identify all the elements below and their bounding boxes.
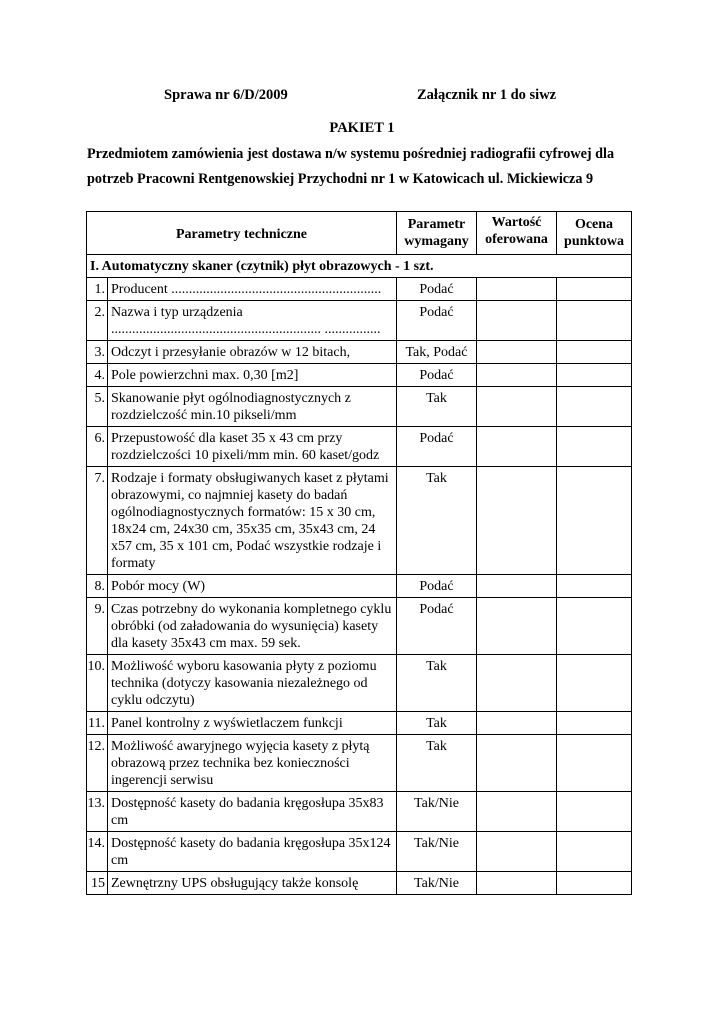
table-row xyxy=(87,575,632,598)
row-offered-cell xyxy=(477,655,557,712)
row-rating-cell xyxy=(557,301,632,341)
row-offered-cell xyxy=(477,301,557,341)
table-row xyxy=(87,427,632,467)
row-rating-cell xyxy=(557,792,632,832)
row-number: 6. xyxy=(87,427,108,467)
header-rating-line2: punktowa xyxy=(564,234,624,249)
row-rating-cell xyxy=(557,467,632,575)
header-offered-value xyxy=(477,212,557,255)
row-required: Tak/Nie xyxy=(397,832,477,872)
header-required-line1: Parametr xyxy=(407,217,466,232)
table-row xyxy=(87,387,632,427)
row-description: Możliwość awaryjnego wyjęcia kasety z płytą obrazową przez technika bez konieczności ingerencji serwisu xyxy=(108,735,397,792)
row-number: 7. xyxy=(87,467,108,575)
row-rating-cell xyxy=(557,712,632,735)
row-description: Dostępność kasety do badania kręgosłupa 35x124 cm xyxy=(108,832,397,872)
row-number: 12. xyxy=(87,735,108,792)
row-required: Tak xyxy=(397,655,477,712)
row-rating-cell xyxy=(557,364,632,387)
row-offered-cell xyxy=(477,387,557,427)
header-rating-line1: Ocena xyxy=(574,217,614,232)
header-point-rating xyxy=(557,212,632,255)
parameters-table xyxy=(86,211,632,895)
case-number: Sprawa nr 6/D/2009 xyxy=(164,87,288,103)
row-offered-cell xyxy=(477,341,557,364)
row-number: 13. xyxy=(87,792,108,832)
row-rating-cell xyxy=(557,832,632,872)
row-number: 5. xyxy=(87,387,108,427)
row-offered-cell xyxy=(477,278,557,301)
row-offered-cell xyxy=(477,427,557,467)
row-rating-cell xyxy=(557,655,632,712)
row-rating-cell xyxy=(557,427,632,467)
row-description: Czas potrzebny do wykonania kompletnego cyklu obróbki (od załadowania do wysunięcia) kasety dla kasety 35x43 cm max. 59 sek. xyxy=(108,598,397,655)
row-rating-cell xyxy=(557,872,632,895)
row-description: Zewnętrzny UPS obsługujący także konsolę xyxy=(108,872,397,895)
row-rating-cell xyxy=(557,278,632,301)
row-required: Podać xyxy=(397,364,477,387)
row-number: 14. xyxy=(87,832,108,872)
row-required: Tak xyxy=(397,467,477,575)
row-rating-cell xyxy=(557,735,632,792)
row-number: 9. xyxy=(87,598,108,655)
row-description: Dostępność kasety do badania kręgosłupa 35x83 cm xyxy=(108,792,397,832)
table-row xyxy=(87,278,632,301)
row-required: Podać xyxy=(397,427,477,467)
row-offered-cell xyxy=(477,872,557,895)
attachment-label: Załącznik nr 1 do siwz xyxy=(417,87,557,103)
row-number: 3. xyxy=(87,341,108,364)
table-row xyxy=(87,832,632,872)
row-offered-cell xyxy=(477,467,557,575)
row-number: 11. xyxy=(87,712,108,735)
row-number: 8. xyxy=(87,575,108,598)
row-required: Tak/Nie xyxy=(397,792,477,832)
row-required: Tak xyxy=(397,712,477,735)
section-title: I. Automatyczny skaner (czytnik) płyt obrazowych - 1 szt. xyxy=(87,255,632,278)
row-offered-cell xyxy=(477,598,557,655)
row-number: 4. xyxy=(87,364,108,387)
row-description: Producent ............................................................ xyxy=(108,278,397,301)
header-technical-parameters: Parametry techniczne xyxy=(87,212,397,255)
table-row xyxy=(87,712,632,735)
row-required: Podać xyxy=(397,278,477,301)
row-offered-cell xyxy=(477,712,557,735)
subject-line-1: Przedmiotem zamówienia jest dostawa n/w systemu pośredniej radiografii cyfrowej dla xyxy=(87,146,615,162)
header-offered-line2: oferowana xyxy=(485,232,548,247)
row-description: Skanowanie płyt ogólnodiagnostycznych z rozdzielczość min.10 pikseli/mm xyxy=(108,387,397,427)
row-offered-cell xyxy=(477,792,557,832)
row-required: Podać xyxy=(397,598,477,655)
table-row xyxy=(87,872,632,895)
table-row xyxy=(87,598,632,655)
row-number: 15 xyxy=(87,872,108,895)
row-required: Tak xyxy=(397,735,477,792)
row-description: Pobór mocy (W) xyxy=(108,575,397,598)
section-row xyxy=(87,255,632,278)
table-row xyxy=(87,792,632,832)
table-header-row xyxy=(87,212,632,255)
header-required-line2: wymagany xyxy=(404,234,469,249)
row-rating-cell xyxy=(557,598,632,655)
row-rating-cell xyxy=(557,575,632,598)
row-description: Rodzaje i formaty obsługiwanych kaset z płytami obrazowymi, co najmniej kasety do badań ogólnodiagnostycznych formatów: 15 x 30 cm, 18x24 cm, 24x30 cm, 35x35 cm, 35x43 cm, 24 x57 cm, 35 x 101 cm, Podać wszystkie rodzaje i formaty xyxy=(108,467,397,575)
row-required: Tak/Nie xyxy=(397,872,477,895)
row-number: 10. xyxy=(87,655,108,712)
row-rating-cell xyxy=(557,341,632,364)
subject-line-2: potrzeb Pracowni Rentgenowskiej Przychodni nr 1 w Katowicach ul. Mickiewicza 9 xyxy=(87,171,594,187)
row-description: Nazwa i typ urządzenia ............................................................ ................ xyxy=(108,301,397,341)
row-number: 1. xyxy=(87,278,108,301)
row-number: 2. xyxy=(87,301,108,341)
row-required: Podać xyxy=(397,301,477,341)
table-row xyxy=(87,655,632,712)
package-title: PAKIET 1 xyxy=(329,120,395,136)
row-required: Tak xyxy=(397,387,477,427)
table-row xyxy=(87,301,632,341)
row-required: Tak, Podać xyxy=(397,341,477,364)
row-description: Panel kontrolny z wyświetlaczem funkcji xyxy=(108,712,397,735)
row-offered-cell xyxy=(477,735,557,792)
row-description: Pole powierzchni max. 0,30 [m2] xyxy=(108,364,397,387)
table-row xyxy=(87,364,632,387)
row-description: Odczyt i przesyłanie obrazów w 12 bitach, xyxy=(108,341,397,364)
row-offered-cell xyxy=(477,364,557,387)
row-offered-cell xyxy=(477,575,557,598)
row-offered-cell xyxy=(477,832,557,872)
header-required-parameter xyxy=(397,212,477,255)
header-offered-line1: Wartość xyxy=(491,215,542,230)
table-row xyxy=(87,467,632,575)
row-description: Możliwość wyboru kasowania płyty z poziomu technika (dotyczy kasowania niezależnego od cyklu odczytu) xyxy=(108,655,397,712)
row-required: Podać xyxy=(397,575,477,598)
table-row xyxy=(87,735,632,792)
row-rating-cell xyxy=(557,387,632,427)
table-row xyxy=(87,341,632,364)
row-description: Przepustowość dla kaset 35 x 43 cm przy rozdzielczości 10 pixeli/mm min. 60 kaset/godz xyxy=(108,427,397,467)
